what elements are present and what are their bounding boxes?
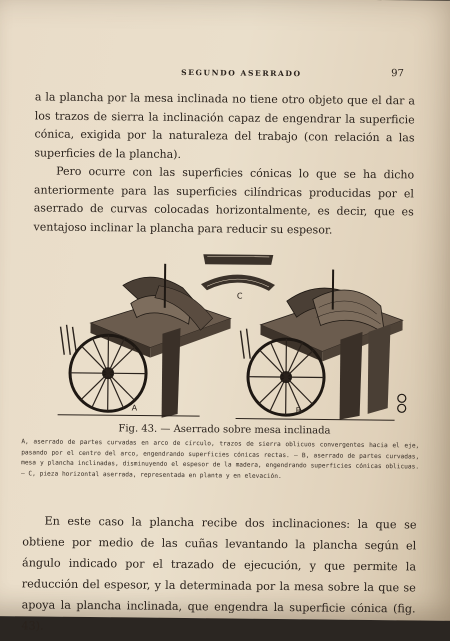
page-number: 97 xyxy=(391,68,404,79)
sawing-machines-engraving xyxy=(50,245,422,424)
running-head: SEGUNDO ASERRADO xyxy=(181,68,302,78)
piece-c-drawing xyxy=(201,254,275,301)
paragraph-1: a la plancha por la mesa inclinada no tiene otro objeto que el dar a los trazos de sierra la inclinación capaz de engendrar la superficie cónica, exigida por la naturaleza del trabajo (con relación a las superficies de la plancha). xyxy=(34,88,415,166)
figure-legend: A, aserrado de partes curvadas en arco de círculo, trazos de sierra oblicuos convergentes hacia el eje, pasando por el centro del arco, engendrando superficies cónicas rectas. — B, aserrado de partes curvadas, mesa y plancha inclinadas, disminuyendo el espesor de la madera, engendrando superficies cónicas oblicuas. — C, pieza horizontal aserrada, representada en planta y en elevación. xyxy=(21,437,419,483)
figure-43-illustration xyxy=(50,245,422,424)
fig-label-b: B xyxy=(296,406,302,415)
fig-label-a: A xyxy=(132,403,138,412)
page-header xyxy=(0,66,450,87)
figure-caption: Fig. 43. — Aserrado sobre mesa inclinada xyxy=(0,422,450,438)
fig-label-c: C xyxy=(237,292,243,301)
paragraph-2: Pero ocurre con las superficies cónicas lo que se ha dicho anteriormente para las superficies cilíndricas producidas por el aserrado de curvas colocadas horizontalmente, es decir, que es ventajoso inclinar la plancha para reducir su espesor. xyxy=(33,162,414,240)
paragraph-3: En este caso la plancha recibe dos inclinaciones: la que se obtiene por medio de las cuñas levantando la plancha según el ángulo indicado por el trazado de ejecución, y que permite la reducción del espesor, y la determinada por la mesa sobre la que se apoya la plancha inclinada, que engendra la superficie cónica (fig. 43). xyxy=(21,510,416,640)
machine-b-drawing xyxy=(236,269,408,421)
